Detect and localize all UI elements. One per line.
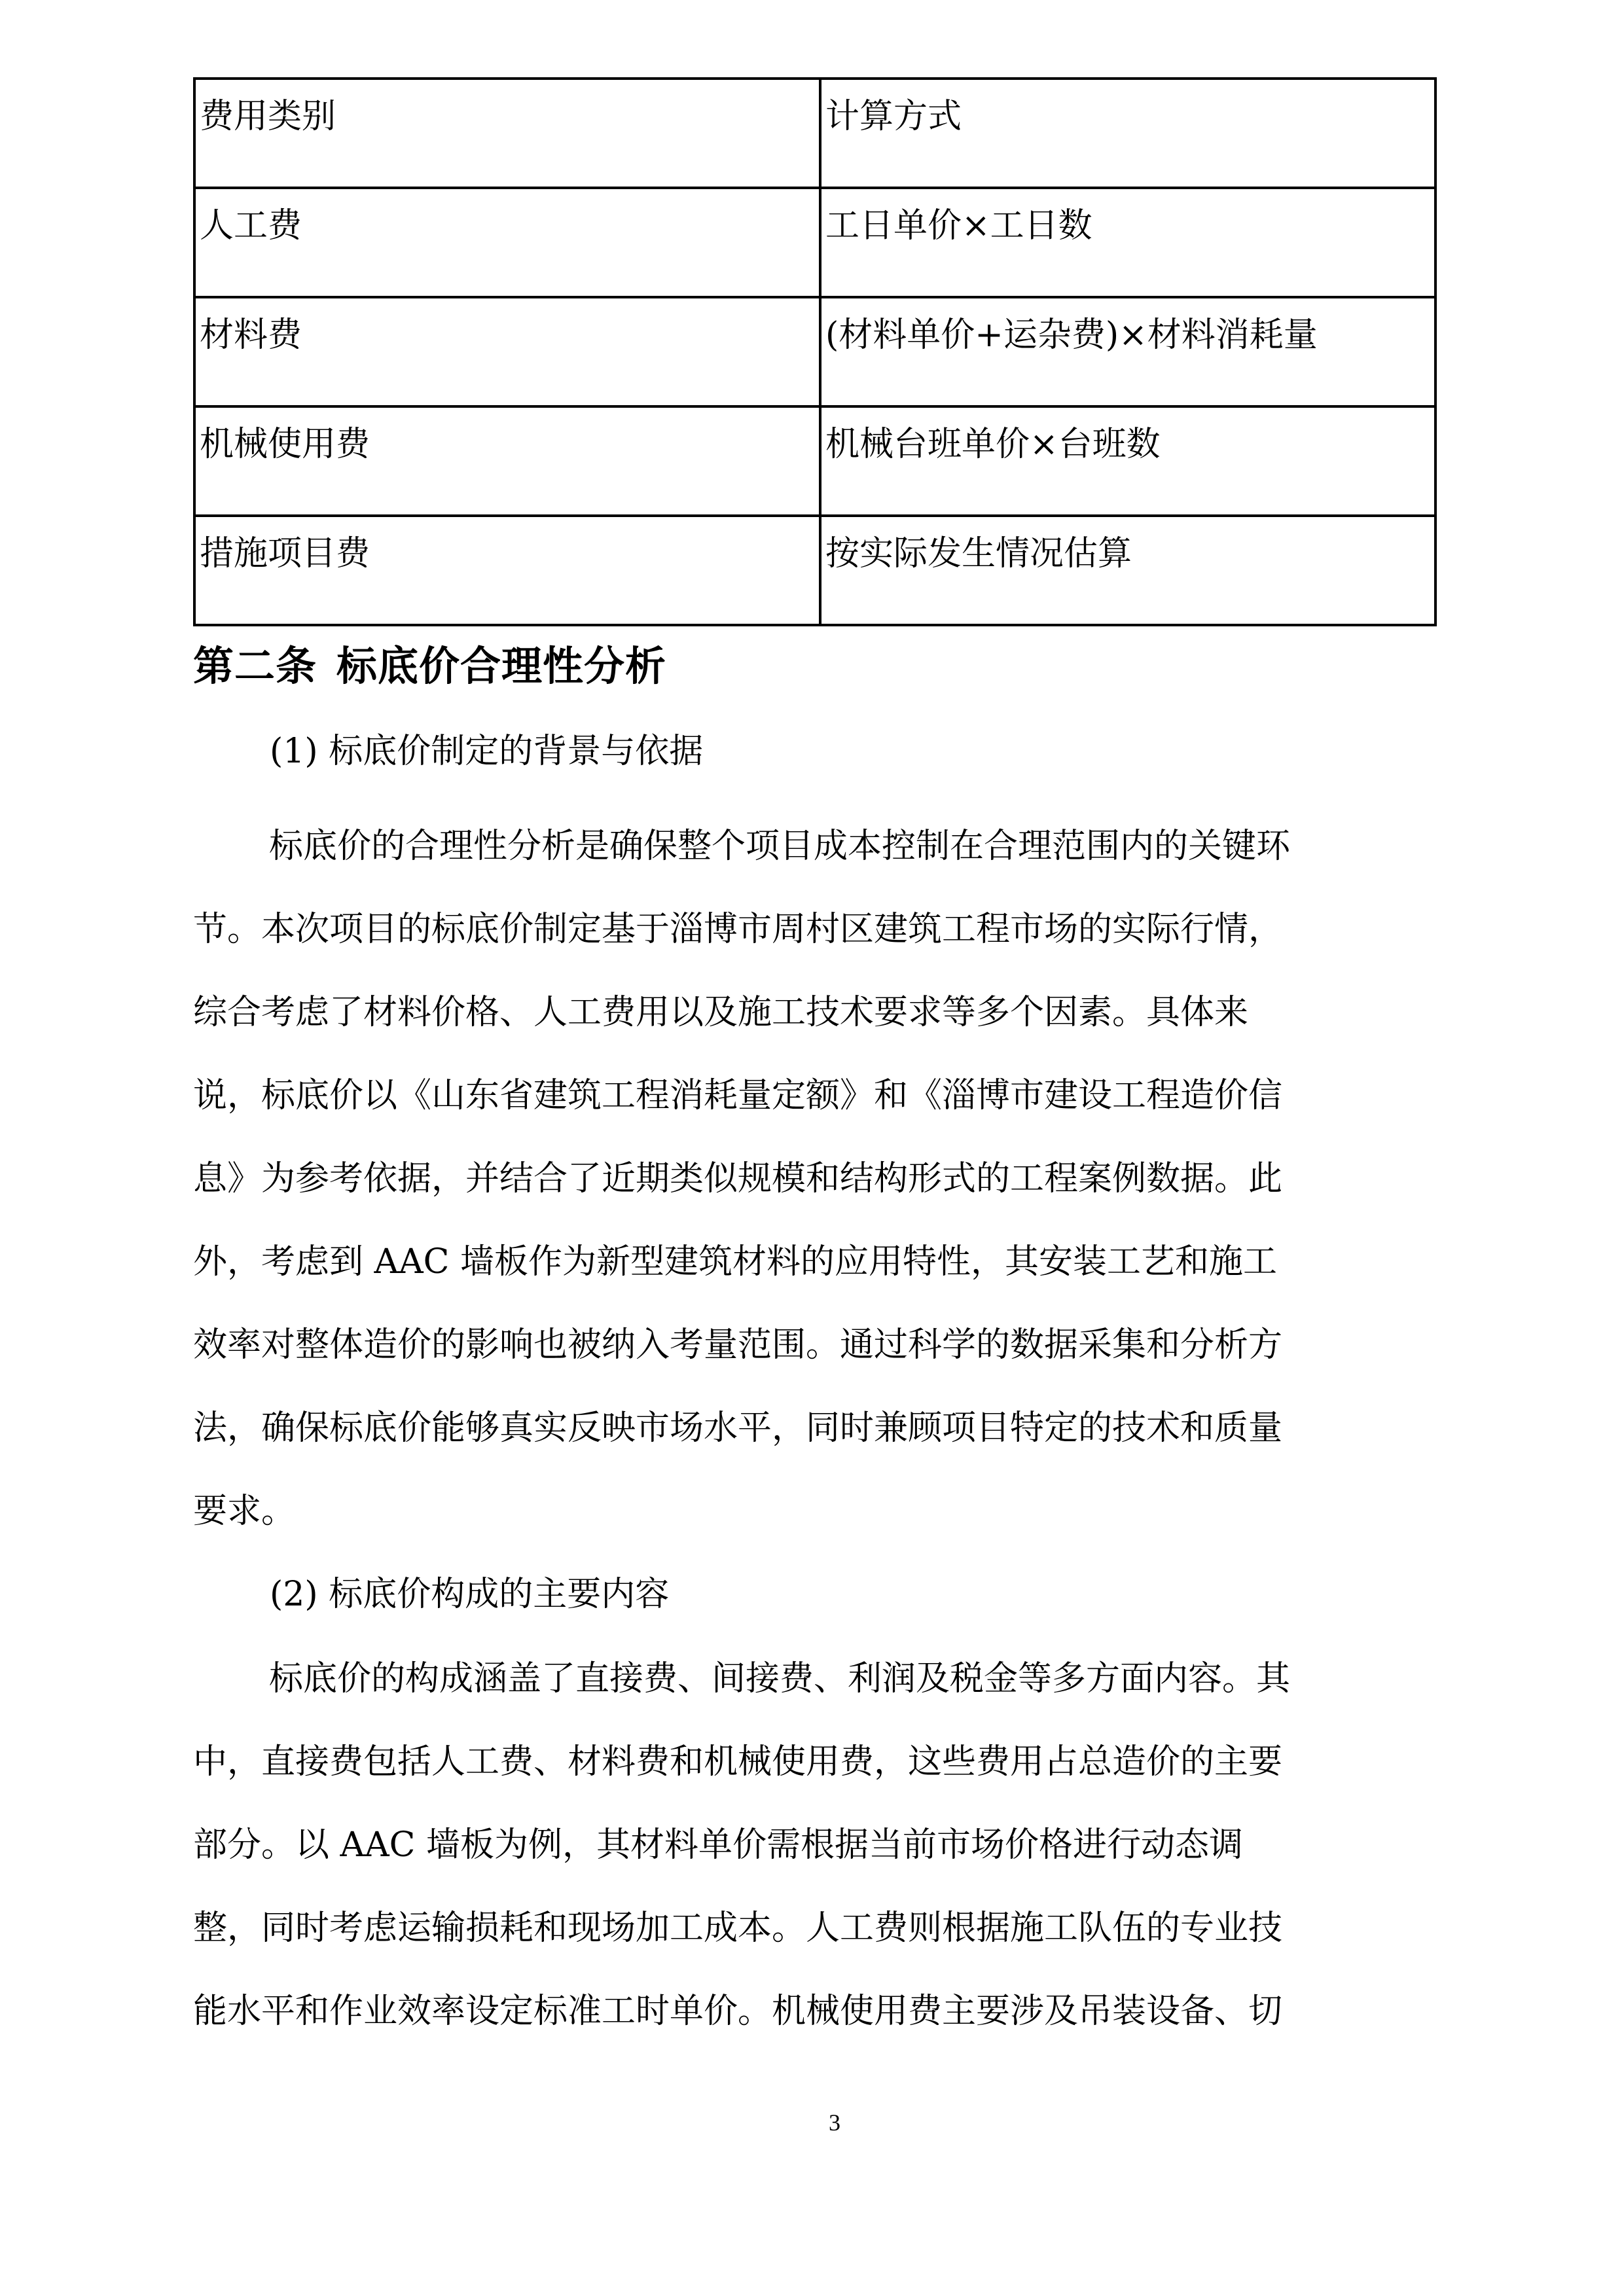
paragraph-line: 节。本次项目的标底价制定基于淄博市周村区建筑工程市场的实际行情，: [193, 910, 1283, 949]
table-cell: 按实际发生情况估算: [820, 516, 1435, 625]
section-heading: [193, 634, 666, 692]
table-row: [194, 297, 1435, 406]
section-number: 第二条: [193, 642, 317, 690]
table-cell: 机械台班单价×台班数: [820, 406, 1435, 516]
table-header-cell: 费用类别: [194, 79, 820, 188]
subsection-heading-1: (1) 标底价制定的背景与依据: [270, 732, 704, 771]
paragraph-line: 标底价的构成涵盖了直接费、间接费、利润及税金等多方面内容。其: [269, 1659, 1291, 1698]
table-cell: 机械使用费: [194, 406, 820, 516]
table-row: [194, 406, 1435, 516]
table-header-row: [194, 79, 1435, 188]
subsection-heading-2: (2) 标底价构成的主要内容: [270, 1575, 670, 1614]
table-cell: 工日单价×工日数: [820, 188, 1435, 297]
fee-calculation-table: [193, 77, 1437, 626]
table-row: [194, 516, 1435, 625]
page-number: 3: [829, 2109, 840, 2136]
table-cell: (材料单价+运杂费)×材料消耗量: [820, 297, 1435, 406]
section-title: 标底价合理性分析: [336, 642, 667, 690]
table-header-cell: 计算方式: [820, 79, 1435, 188]
table-row: [194, 188, 1435, 297]
paragraph-line: 中，直接费包括人工费、材料费和机械使用费，这些费用占总造价的主要: [193, 1742, 1283, 1782]
table-cell: 材料费: [194, 297, 820, 406]
table-cell: 人工费: [194, 188, 820, 297]
paragraph-line: 外，考虑到 AAC 墙板作为新型建筑材料的应用特性，其安装工艺和施工: [193, 1242, 1277, 1282]
paragraph-line: 标底价的合理性分析是确保整个项目成本控制在合理范围内的关键环: [269, 827, 1291, 866]
paragraph-line: 息》为参考依据，并结合了近期类似规模和结构形式的工程案例数据。此: [193, 1159, 1283, 1198]
paragraph-line: 综合考虑了材料价格、人工费用以及施工技术要求等多个因素。具体来: [193, 993, 1249, 1032]
paragraph-line: 要求。: [193, 1492, 296, 1531]
paragraph-line: 效率对整体造价的影响也被纳入考量范围。通过科学的数据采集和分析方: [193, 1325, 1283, 1365]
paragraph-line: 法，确保标底价能够真实反映市场水平，同时兼顾项目特定的技术和质量: [193, 1408, 1283, 1448]
paragraph-line: 能水平和作业效率设定标准工时单价。机械使用费主要涉及吊装设备、切: [193, 1992, 1283, 2031]
paragraph-line: 说，标底价以《山东省建筑工程消耗量定额》和《淄博市建设工程造价信: [193, 1076, 1283, 1115]
paragraph-line: 整，同时考虑运输损耗和现场加工成本。人工费则根据施工队伍的专业技: [193, 1909, 1283, 1948]
paragraph-line: 部分。以 AAC 墙板为例，其材料单价需根据当前市场价格进行动态调: [193, 1825, 1243, 1865]
table-cell: 措施项目费: [194, 516, 820, 625]
